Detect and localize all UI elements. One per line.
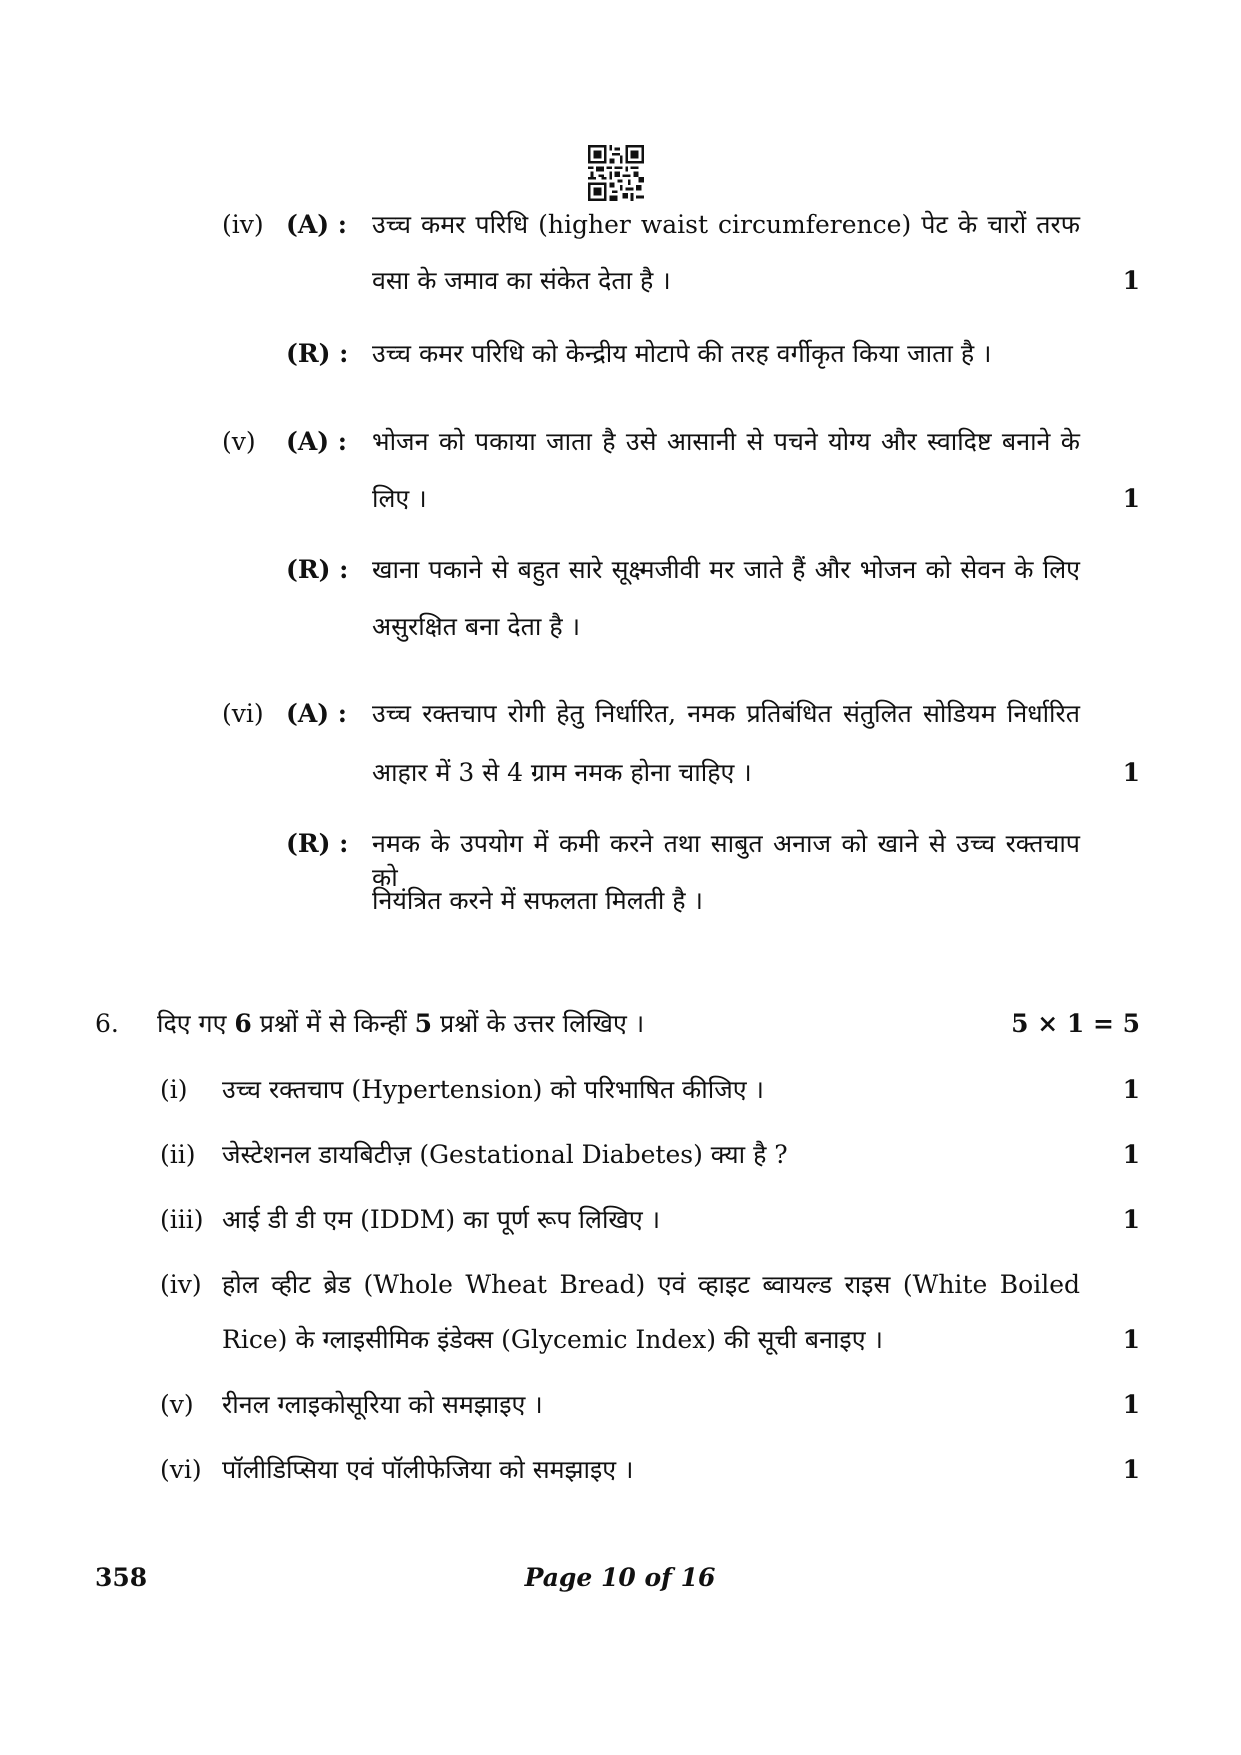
sub-question-text: जेस्टेशनल डायबिटीज़ (Gestational Diabetes) क्या है ? [222,1140,788,1169]
page-number: Page 10 of 16 [524,1563,716,1592]
sub-question-number: (iv) [160,1270,202,1299]
sub-question-text: पॉलीडिप्सिया एवं पॉलीफेजिया को समझाइए । [222,1455,634,1484]
assertion-text: उच्च रक्तचाप रोगी हेतु निर्धारित, नमक प्रतिबंधित संतुलित सोडियम निर्धारित [372,699,1080,728]
marks: 1 [1122,266,1140,295]
sub-question-text: होल व्हीट ब्रेड (Whole Wheat Bread) एवं व्हाइट ब्वायल्ड राइस (White Boiled [222,1270,1080,1299]
assertion-text-continued: आहार में 3 से 4 ग्राम नमक होना चाहिए । [372,758,752,787]
sub-question-text: उच्च रक्तचाप (Hypertension) को परिभाषित कीजिए । [222,1075,765,1104]
marks: 1 [1122,484,1140,513]
sub-question-number: (iii) [160,1205,204,1234]
sub-question-number: (vi) [160,1455,202,1484]
assertion-text-continued: लिए । [372,484,427,513]
reason-text: खाना पकाने से बहुत सारे सूक्ष्मजीवी मर जाते हैं और भोजन को सेवन के लिए [372,555,1080,584]
assertion-item-number: (v) [222,427,256,456]
prompt-count-total: 6 [234,1009,252,1038]
prompt-count-required: 5 [414,1009,433,1038]
paper-code: 358 [95,1563,148,1592]
marks: 1 [1122,1075,1140,1104]
sub-question-text: रीनल ग्लाइकोसूरिया को समझाइए । [222,1390,543,1419]
assertion-item-number: (iv) [222,210,264,239]
sub-question-text: आई डी डी एम (IDDM) का पूर्ण रूप लिखिए । [222,1205,661,1234]
marks: 1 [1122,1390,1140,1419]
marks: 1 [1122,1325,1140,1354]
reason-label: (R) : [286,339,349,368]
assertion-label: (A) : [286,427,347,456]
assertion-label: (A) : [286,699,347,728]
sub-question-number: (v) [160,1390,194,1419]
sub-question-text-continued: Rice) के ग्लाइसीमिक इंडेक्स (Glycemic Index) की सूची बनाइए । [222,1325,883,1354]
prompt-text: प्रश्नों के उत्तर लिखिए । [432,1009,645,1038]
assertion-text-continued: वसा के जमाव का संकेत देता है । [372,266,671,295]
sub-question-number: (ii) [160,1140,196,1169]
reason-label: (R) : [286,829,349,858]
assertion-label: (A) : [286,210,347,239]
assertion-text: भोजन को पकाया जाता है उसे आसानी से पचने योग्य और स्वादिष्ट बनाने के [372,427,1080,456]
prompt-text: दिए गए [157,1009,235,1038]
marks: 1 [1122,1455,1140,1484]
reason-text: नमक के उपयोग में कमी करने तथा साबुत अनाज को खाने से उच्च रक्तचाप को [372,829,1080,892]
assertion-item-number: (vi) [222,699,264,728]
marks: 1 [1122,1140,1140,1169]
marks-scheme: 5 × 1 = 5 [1011,1009,1140,1038]
prompt-text: प्रश्नों में से किन्हीं [251,1009,415,1038]
reason-label: (R) : [286,555,349,584]
marks: 1 [1122,1205,1140,1234]
assertion-text: उच्च कमर परिधि (higher waist circumference) पेट के चारों तरफ [372,210,1080,239]
question-prompt [157,1007,644,1041]
question-number: 6. [95,1009,119,1038]
sub-question-number: (i) [160,1075,188,1104]
qr-code-icon [588,145,644,201]
marks: 1 [1122,758,1140,787]
reason-text-continued: नियंत्रित करने में सफलता मिलती है । [372,886,704,915]
reason-text-continued: असुरक्षित बना देता है । [372,612,581,641]
reason-text: उच्च कमर परिधि को केन्द्रीय मोटापे की तरह वर्गीकृत किया जाता है । [372,339,992,368]
